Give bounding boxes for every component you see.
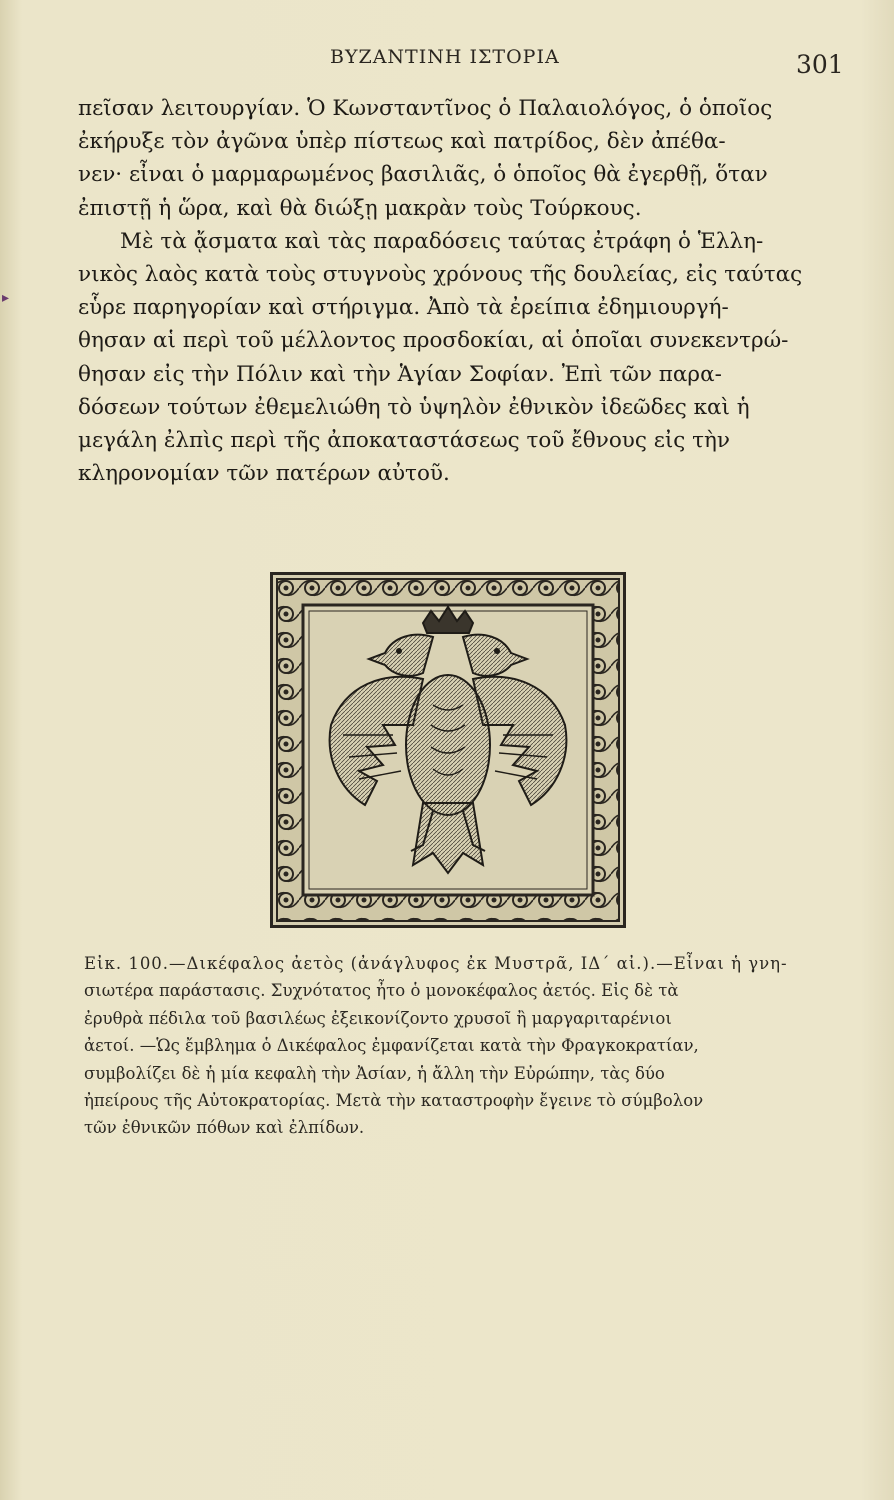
caption-line: ἀετοί. —Ὡς ἔμβλημα ὁ Δικέφαλος ἐμφανίζεται κατὰ τὴν Φραγκοκρατίαν,	[84, 1036, 699, 1056]
eagle-relief-icon	[273, 575, 623, 925]
body-line: εὗρε παρηγορίαν καὶ στήριγμα. Ἀπὸ τὰ ἐρείπια ἐδημιουργή-	[78, 295, 729, 321]
body-line: Μὲ τὰ ᾄσματα καὶ τὰς παραδόσεις ταύτας ἐτράφη ὁ Ἑλλη-	[120, 228, 764, 254]
body-line: νικὸς λαὸς κατὰ τοὺς στυγνοὺς χρόνους τῆς δουλείας, εἰς ταύτας	[78, 262, 803, 288]
running-title: ΒΥΖΑΝΤΙΝΗ ΙΣΤΟΡΙΑ	[330, 46, 560, 68]
body-line: κληρονομίαν τῶν πατέρων αὐτοῦ.	[78, 461, 450, 487]
body-line: ἐκήρυξε τὸν ἀγῶνα ὑπὲρ πίστεως καὶ πατρίδος, δὲν ἀπέθα-	[78, 129, 726, 155]
figure-caption	[84, 950, 854, 1142]
body-line: δόσεων τούτων ἐθεμελιώθη τὸ ὑψηλὸν ἐθνικὸν ἰδεῶδες καὶ ἡ	[78, 394, 750, 420]
body-line: νεν· εἶναι ὁ μαρμαρωμένος βασιλιᾶς, ὁ ὁποῖος θὰ ἐγερθῇ, ὅταν	[78, 162, 768, 188]
page-number: 301	[796, 50, 844, 79]
body-line: θησαν εἰς τὴν Πόλιν καὶ τὴν Ἁγίαν Σοφίαν. Ἐπὶ τῶν παρα-	[78, 361, 722, 387]
caption-line: ἠπείρους τῆς Αὐτοκρατορίας. Μετὰ τὴν καταστροφὴν ἔγεινε τὸ σύμβολον	[84, 1091, 704, 1111]
body-line: ἐπιστῇ ἡ ὥρα, καὶ θὰ διώξῃ μακρὰν τοὺς Τούρκους.	[78, 195, 642, 221]
caption-line: τῶν ἐθνικῶν πόθων καὶ ἐλπίδων.	[84, 1118, 365, 1138]
caption-line: ἐρυθρὰ πέδιλα τοῦ βασιλέως ἐξεικονίζοντο χρυσοῖ ἢ μαργαριταρένιοι	[84, 1008, 672, 1028]
body-text	[78, 92, 858, 490]
double-headed-eagle-figure	[270, 572, 626, 928]
body-line: πεῖσαν λειτουργίαν. Ὁ Κωνσταντῖνος ὁ Παλαιολόγος, ὁ ὁποῖος	[78, 96, 773, 121]
caption-line: συμβολίζει δὲ ἡ μία κεφαλὴ τὴν Ἀσίαν, ἡ ἄλλη τὴν Εὐρώπην, τὰς δύο	[84, 1063, 665, 1083]
caption-line: Εἰκ. 100.—Δικέφαλος ἀετὸς (ἀνάγλυφος ἐκ Μυστρᾶ, ΙΔ΄ αἰ.).—Εἶναι ἡ γνη-	[84, 954, 788, 973]
body-line: θησαν αἱ περὶ τοῦ μέλλοντος προσδοκίαι, αἱ ὁποῖαι συνεκεντρώ-	[78, 328, 789, 354]
margin-mark-icon: ▸	[2, 290, 10, 306]
caption-line: σιωτέρα παράστασις. Συχνότατος ἦτο ὁ μονοκέφαλος ἀετός. Εἰς δὲ τὰ	[84, 981, 679, 1001]
body-line: μεγάλη ἐλπὶς περὶ τῆς ἀποκαταστάσεως τοῦ ἔθνους εἰς τὴν	[78, 428, 730, 454]
